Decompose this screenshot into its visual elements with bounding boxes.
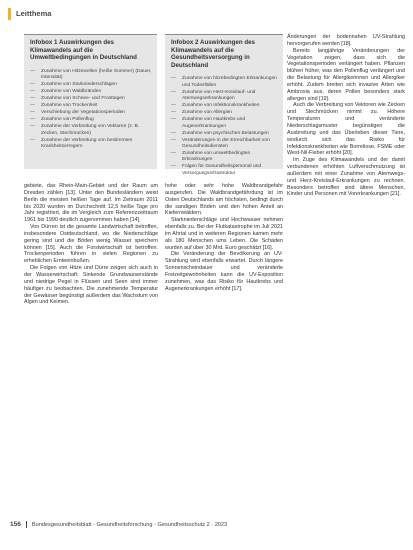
list-item [30, 82, 152, 88]
list-dash: — [30, 103, 35, 109]
list-item-text: Zunahme von Waldbränden [41, 89, 102, 95]
paragraph: hohe oder sehr hohe Waldbrandgefahr ausgerufen. Die Waldbrandgefährdung ist im Osten Deutschlands am höchsten, bedingt durch die sandigen Böden und den hohen Anteil an Kiefernwäldern. [165, 183, 283, 217]
list-item [171, 164, 278, 177]
paragraph: Bereits langjährige Veränderungen der Vegetation zeigen, dass sich die Vegetationsperioden verlängert haben. Pflanzen blühen früher, was den Pollenflug verlängert und die Belastung für Allergikerinnen und Allergiker erhöht. Zudem breiten sich invasive Arten wie Ambrosia aus, deren Pollen besonders stark allergen sind [19]. [287, 47, 405, 102]
list-dash: — [171, 151, 176, 156]
list-dash: — [30, 117, 35, 123]
list-item-text: Zunahme von Herz-Kreislauf- und Atemwegserkrankungen [182, 89, 256, 102]
list-item-text: Zunahme von Starkniederschlägen [41, 82, 117, 88]
list-dash: — [30, 68, 35, 74]
paragraph: Änderungen der bodennahen UV-Strahlung hervorgerufen werden [18]. [287, 34, 405, 47]
list-dash: — [30, 82, 35, 88]
page-number: 156 [10, 521, 27, 528]
list-item-text: Zunahme von Infektionskrankheiten [182, 103, 260, 109]
list-dash: — [171, 137, 176, 143]
page-footer [10, 521, 227, 528]
list-item-text: Verschiebung der Vegetationsperioden [41, 110, 126, 116]
list-item [30, 96, 152, 102]
list-item [171, 131, 278, 137]
list-dash: — [30, 137, 35, 143]
list-item [30, 138, 152, 151]
paragraph: Auch die Verbreitung von Vektoren wie Zecken und Stechmücken nimmt zu. Höhere Temperaturen und veränderte Niederschlagsmuster begünstigen die Ausbreitung und das Überleben dieser Tiere, wodurch sich das Risiko für Infektionskrankheiten wie Borreliose, FSME oder West-Nil-Fieber erhöht [20]. [287, 102, 405, 157]
list-dash: — [171, 164, 176, 170]
paragraph: Im Zuge des Klimawandels und der damit verbundenen erhöhten Luftverschmutzung ist außerdem mit einer Zunahme von Atemwegs- und Herz-Kreislauf-Erkrankungen zu rechnen. Besonders betroffen sind ältere Menschen, Kinder und Personen mit Vorerkrankungen [21]. [287, 157, 405, 198]
list-item-text: Zunahme von Hautkrebs und Augenerkrankungen [182, 117, 246, 129]
body-column-2 [165, 183, 283, 293]
list-dash: — [30, 124, 35, 130]
list-item [171, 138, 278, 151]
list-item-text: Zunahme von Hitzewellen (heiße Sommer) (Dauer, Intensität) [41, 68, 152, 81]
list-dash: — [30, 110, 35, 116]
list-item [171, 103, 278, 109]
section-label: Leitthema [8, 8, 51, 20]
list-item-text: Zunahme von Trockenheit [41, 103, 98, 109]
body-column-3 [287, 34, 405, 198]
list-item [171, 76, 278, 89]
infobox-2-title: Infobox 2 Auswirkungen des Klimawandels auf die Gesundheitsversorgung in Deutschland [171, 39, 255, 69]
list-dash: — [171, 117, 176, 123]
list-item [30, 117, 152, 123]
paragraph: Starkniederschläge und Hochwasser nehmen ebenfalls zu. Bei der Flutkatastrophe im Juli 2021 im Ahrtal und in weiteren Regionen kamen mehr als 180 Menschen ums Leben. Die Schäden wurden auf über 30 Mrd. Euro geschätzt [16]. [165, 217, 283, 251]
body-column-1 [24, 183, 158, 306]
list-dash: — [171, 89, 176, 95]
list-item-text: Zunahme von hitzebedingten Erkrankungen und Todesfällen [182, 76, 277, 88]
list-item-text: Zunahme der Verbreitung von Vektoren (z. B. Zecken, Stechmücken) [41, 124, 140, 136]
list-dash: — [30, 89, 35, 95]
list-item-text: Zunahme von Schnee- und Frosttagen [41, 96, 125, 102]
infobox-1-title: Infobox 1 Auswirkungen des Klimawandels auf die Umweltbedingungen in Deutschland [30, 39, 137, 62]
infobox-1-list [24, 69, 157, 151]
list-item [171, 110, 278, 116]
list-dash: — [171, 130, 176, 136]
list-item [171, 90, 278, 103]
list-item [171, 151, 278, 164]
list-item-text: Veränderungen in der Erreichbarkeit von Gesundheitsdiensten [182, 137, 270, 149]
list-item [30, 110, 152, 116]
infobox-2 [165, 34, 283, 176]
list-dash: — [171, 103, 176, 109]
paragraph: Die Veränderung der Bevölkerung an UV-Strahlung wird ebenfalls erwartet. Durch längere Sonnenscheindauer und veränderte Freizeitgewohnheiten kann die UV-Exposition zunehmen, was das Risiko für Hautkrebs und Augenerkrankungen erhöht [17]. [165, 251, 283, 292]
paragraph: Von Dürren ist die gesamte Landwirtschaft betroffen, insbesondere Ostdeutschland, wo die Niederschläge gering sind und die Böden wenig Wasser speichern können [15]. Auch die Forstwirtschaft ist betroffen. Trockenperioden führen in vielen Regionen zu erheblichen Ernteeinbußen. [24, 224, 158, 265]
paragraph: gebiete, das Rhein-Main-Gebiet und der Raum um Dresden zählen [13]. Unter den Bundesländern weist Berlin die meisten heißen Tage auf. Im Zeitraum 2011 bis 2020 wurden im Durchschnitt 12,5 heiße Tage pro Jahr registriert, die im Vergleich zum Referenzzeitraum 1961 bis 1990 deutlich zugenommen haben [14]. [24, 183, 158, 224]
list-item [171, 117, 278, 130]
paragraph: Die Folgen von Hitze und Dürre zeigen sich auch in der Wasserwirtschaft: Sinkende Grundwasserstände und niedrige Pegel in Flüssen und Seen sind immer häufiger zu beobachten. Die zunehmende Temperatur der Gewässer begünstigt außerdem das Wachstum von Algen und Keimen. [24, 265, 158, 306]
list-item-text: Zunahme von Allergien [182, 110, 233, 116]
journal-citation: Bundesgesundheitsblatt - Gesundheitsforschung - Gesundheitsschutz 2 · 2023 [31, 521, 228, 528]
list-dash: — [171, 76, 176, 82]
infobox-1 [24, 34, 157, 169]
list-item-text: Zunahme von umweltbedingten Erkrankungen [182, 151, 251, 163]
list-item-text: Zunahme von psychischen Belastungen [182, 130, 269, 136]
list-item [30, 124, 152, 137]
list-dash: — [30, 96, 35, 102]
list-item-text: Zunahme von Pollenflug [41, 117, 94, 123]
list-item [30, 69, 152, 82]
list-dash: — [171, 110, 176, 116]
list-item-text: Folgen für Gesundheitspersonal und Versorgungsinfrastruktur [182, 164, 262, 176]
infobox-2-list [165, 76, 283, 177]
list-item [30, 103, 152, 109]
list-item [30, 89, 152, 95]
list-item-text: Zunahme der Verbreitung von bestimmten Krankheitserregern [41, 137, 133, 149]
